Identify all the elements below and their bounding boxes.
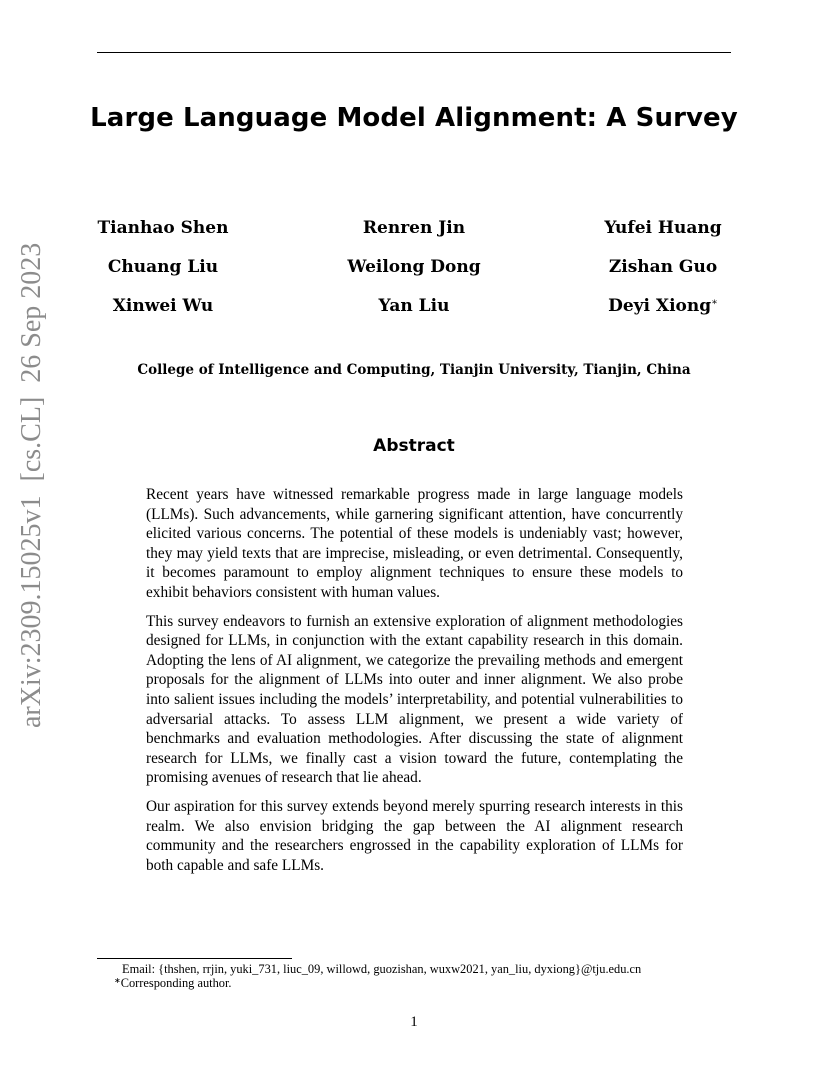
abstract-heading: Abstract <box>373 436 455 456</box>
author: Chuang Liu <box>107 257 219 277</box>
author: Yan Liu <box>378 296 450 316</box>
arxiv-stamp <box>16 229 48 728</box>
abstract-paragraph: This survey endeavors to furnish an extensive exploration of alignment methodologies designed for LLMs, in conjunction with the extant capability research in this domain. Adopting the lens of AI alignment, we categorize the prevailing methods and emergent proposals for the alignment of LLMs into outer and inner alignment. We also probe into salient issues including the models’ interpretability, and potential vulnerabilities to adversarial attacks. To assess LLM alignment, we present a wide variety of benchmarks and evaluation methodologies. After discussing the state of alignment research for LLMs, we finally cast a vision toward the future, contemplating the promising avenues of research that lie ahead. <box>146 612 683 787</box>
author: Tianhao Shen <box>97 218 229 238</box>
abstract-body <box>146 485 683 884</box>
arxiv-date: 26 Sep 2023 <box>16 242 47 383</box>
page-number: 1 <box>410 1014 418 1030</box>
arxiv-id: arXiv:2309.15025v1 <box>16 495 47 728</box>
author: Zishan Guo <box>608 257 718 277</box>
abstract-paragraph: Recent years have witnessed remarkable progress made in large language models (LLMs). Such advancements, while garnering significant attention, have concurrently elicited various concerns. The potential of these models is undeniably vast; however, they may yield texts that are imprecise, misleading, or even detrimental. Consequently, it becomes paramount to employ alignment techniques to ensure these models to exhibit behaviors consistent with human values. <box>146 486 683 601</box>
paper-title: Large Language Model Alignment: A Survey <box>90 103 738 133</box>
top-rule <box>97 52 731 53</box>
author: Renren Jin <box>362 218 466 238</box>
footnote-rule <box>97 958 292 959</box>
author-name: Deyi Xiong <box>608 296 712 316</box>
author: Weilong Dong <box>347 257 481 277</box>
author: Yufei Huang <box>604 218 722 238</box>
affiliation: College of Intelligence and Computing, Tianjin University, Tianjin, China <box>137 362 691 378</box>
arxiv-category: [cs.CL] <box>16 396 47 482</box>
abstract-paragraph: Our aspiration for this survey extends beyond merely spurring research interests in this realm. We also envision bridging the gap between the AI alignment research community and the researchers engrossed in the capability exploration of LLMs for both capable and safe LLMs. <box>146 797 683 874</box>
footnote-mark: ∗ <box>114 976 121 985</box>
footnote-email: Email: {thshen, rrjin, yuki_731, liuc_09, willowd, guozishan, wuxw2021, yan_liu, dyxiong}@tju.edu.cn <box>122 962 642 976</box>
corresponding-mark: ∗ <box>711 297 718 308</box>
footnote-text: Corresponding author. <box>120 976 232 990</box>
footnote-corresponding <box>114 976 232 991</box>
author-corresponding <box>608 296 718 316</box>
author: Xinwei Wu <box>112 296 214 316</box>
